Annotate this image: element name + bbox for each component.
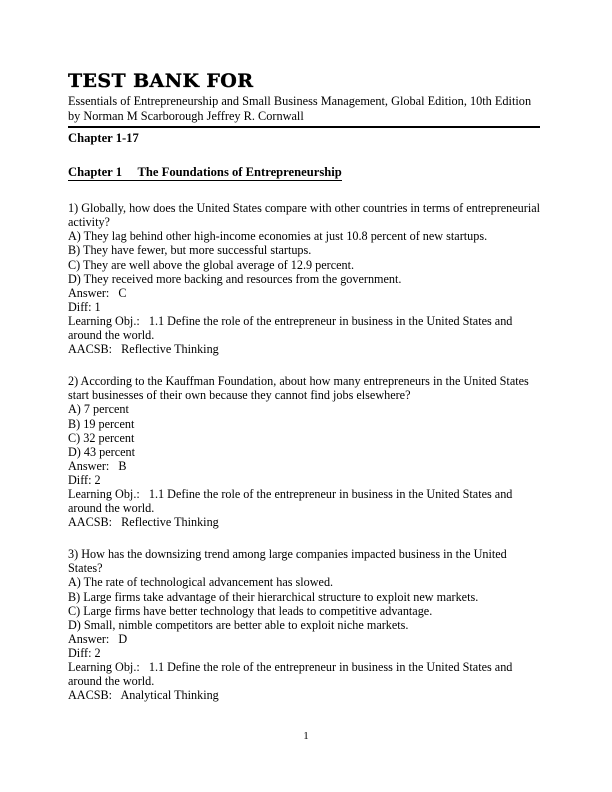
question-stem: 1) Globally, how does the United States compare with other countries in terms of entrepreneurial activity? bbox=[68, 201, 544, 230]
question-choice: A) 7 percent bbox=[68, 402, 129, 417]
question-learning-objective: Learning Obj.: 1.1 Define the role of the entrepreneur in business in the United States and around the world. bbox=[68, 660, 516, 689]
question-answer: Answer: D bbox=[68, 631, 128, 646]
question-difficulty: Diff: 2 bbox=[68, 645, 101, 660]
question-choice: B) Large firms take advantage of their hierarchical structure to exploit new markets. bbox=[68, 589, 479, 604]
question-choice: D) Small, nimble competitors are better able to exploit niche markets. bbox=[68, 617, 409, 632]
question-stem: 2) According to the Kauffman Foundation, about how many entrepreneurs in the United States start businesses of their own because they cannot find jobs elsewhere? bbox=[68, 374, 532, 403]
page-content bbox=[68, 70, 544, 720]
question-learning-objective: Learning Obj.: 1.1 Define the role of the entrepreneur in business in the United States and around the world. bbox=[68, 486, 516, 516]
question-block bbox=[68, 547, 540, 702]
header-divider bbox=[68, 126, 540, 128]
question-aacsb: AACSB: Analytical Thinking bbox=[68, 688, 219, 703]
question-choice: A) The rate of technological advancement has slowed. bbox=[68, 575, 334, 590]
question-stem: 3) How has the downsizing trend among large companies impacted business in the United States? bbox=[68, 547, 510, 576]
question-choice: A) They lag behind other high-income economies at just 10.8 percent of new startups. bbox=[68, 229, 488, 244]
question-choice: B) They have fewer, but more successful startups. bbox=[68, 243, 312, 258]
question-block bbox=[68, 201, 544, 357]
document-subtitle: Essentials of Entrepreneurship and Small Business Management, Global Edition, 10th Edition by Norman M Scarborough Jeffrey R. Cornwall bbox=[68, 94, 532, 123]
question-difficulty: Diff: 1 bbox=[68, 299, 101, 314]
document-title: TEST BANK FOR bbox=[68, 70, 254, 92]
question-block bbox=[68, 374, 540, 529]
chapter-range-label: Chapter 1-17 bbox=[68, 131, 139, 146]
question-choice: C) Large firms have better technology that leads to competitive advantage. bbox=[68, 603, 433, 618]
question-choice: D) 43 percent bbox=[68, 444, 136, 459]
question-list bbox=[68, 201, 544, 703]
question-difficulty: Diff: 2 bbox=[68, 472, 101, 487]
question-aacsb: AACSB: Reflective Thinking bbox=[68, 342, 219, 357]
question-learning-objective: Learning Obj.: 1.1 Define the role of the entrepreneur in business in the United States and around the world. bbox=[68, 313, 516, 343]
question-answer: Answer: C bbox=[68, 285, 127, 300]
question-choice: C) 32 percent bbox=[68, 430, 135, 445]
question-answer: Answer: B bbox=[68, 458, 127, 473]
question-choice: C) They are well above the global average of 12.9 percent. bbox=[68, 257, 355, 272]
page-number: 1 bbox=[303, 730, 309, 742]
question-aacsb: AACSB: Reflective Thinking bbox=[68, 515, 219, 530]
question-choice: D) They received more backing and resources from the government. bbox=[68, 271, 402, 286]
question-choice: B) 19 percent bbox=[68, 416, 135, 431]
chapter-heading: Chapter 1 The Foundations of Entrepreneurship bbox=[68, 165, 342, 180]
